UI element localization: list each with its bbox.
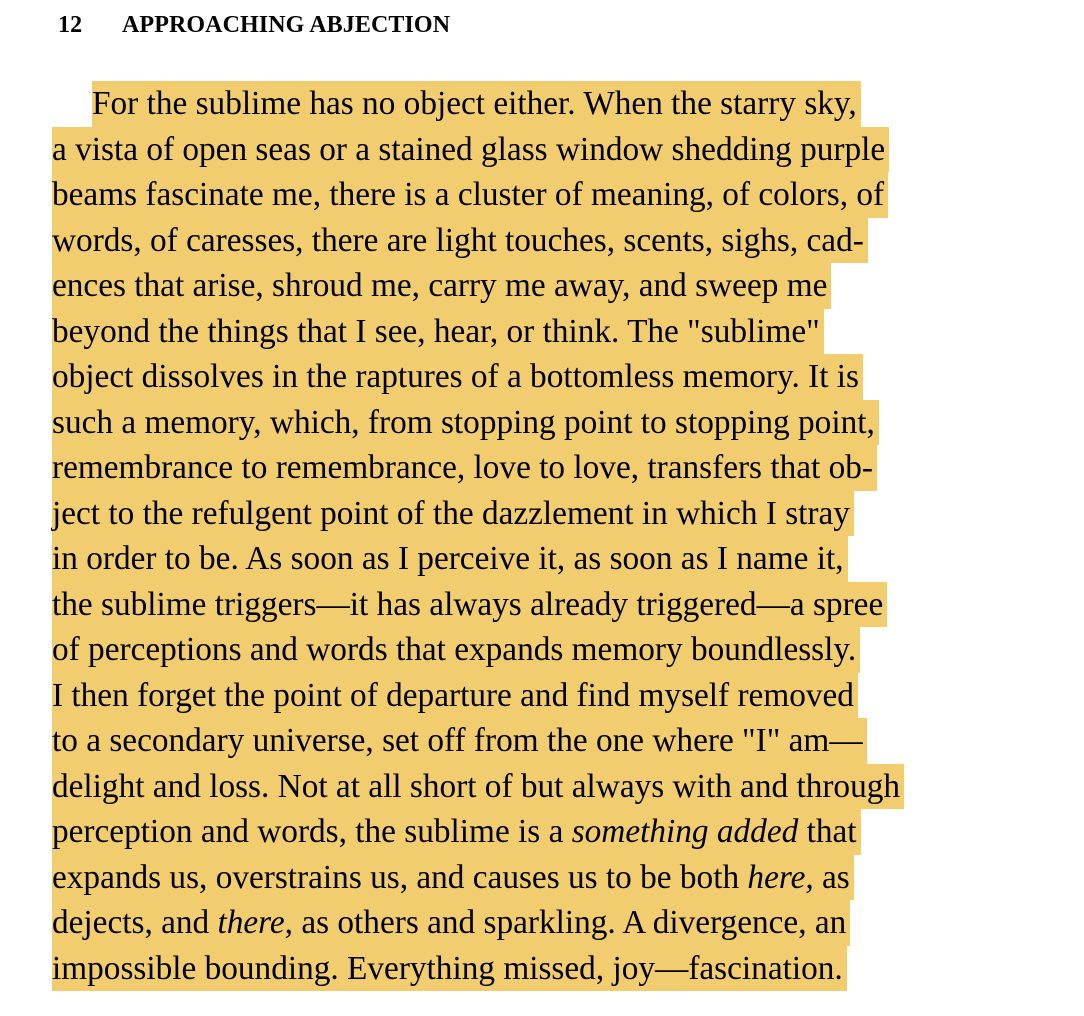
italic-phrase: something added <box>571 813 799 850</box>
text-line[interactable]: delight and loss. Not at all short of but always with and through <box>52 764 904 810</box>
text-line[interactable]: dejects, and there, as others and sparkling. A divergence, an <box>52 900 850 946</box>
text-line[interactable]: perception and words, the sublime is a something added that <box>52 809 861 855</box>
text-line[interactable]: remembrance to remembrance, love to love, transfers that ob- <box>52 445 877 491</box>
text-line[interactable]: to a secondary universe, set off from the one where "I" am— <box>52 718 867 764</box>
text-line[interactable]: ences that arise, shroud me, carry me away, and sweep me <box>52 263 831 309</box>
text-line[interactable]: the sublime triggers—it has always already triggered—a spree <box>52 582 887 628</box>
text-line[interactable]: impossible bounding. Everything missed, joy—fascination. <box>52 946 847 992</box>
text-line[interactable]: in order to be. As soon as I perceive it, as soon as I name it, <box>52 536 848 582</box>
italic-phrase: there, <box>217 904 294 941</box>
text-line[interactable]: of perceptions and words that expands memory boundlessly. <box>52 627 860 673</box>
text-line[interactable]: expands us, overstrains us, and causes us to be both here, as <box>52 855 854 901</box>
text-line[interactable]: For the sublime has no object either. When the starry sky, <box>92 81 861 127</box>
text-line[interactable]: beyond the things that I see, hear, or think. The "sublime" <box>52 309 824 355</box>
page-number: 12 <box>58 12 83 38</box>
text-line[interactable]: such a memory, which, from stopping point to stopping point, <box>52 400 879 446</box>
italic-phrase: here, <box>747 858 814 896</box>
highlighted-paragraph[interactable] <box>52 81 1062 991</box>
text-line[interactable]: beams fascinate me, there is a cluster of meaning, of colors, of <box>52 172 888 218</box>
text-line[interactable]: a vista of open seas or a stained glass window shedding purple <box>52 127 889 173</box>
text-line[interactable]: I then forget the point of departure and find myself removed <box>52 673 858 719</box>
text-line[interactable]: ject to the refulgent point of the dazzlement in which I stray <box>52 491 854 537</box>
text-line[interactable]: object dissolves in the raptures of a bottomless memory. It is <box>52 354 863 400</box>
running-head <box>58 10 450 40</box>
running-title: APPROACHING ABJECTION <box>122 12 451 38</box>
text-line[interactable]: words, of caresses, there are light touches, scents, sighs, cad- <box>52 218 868 264</box>
